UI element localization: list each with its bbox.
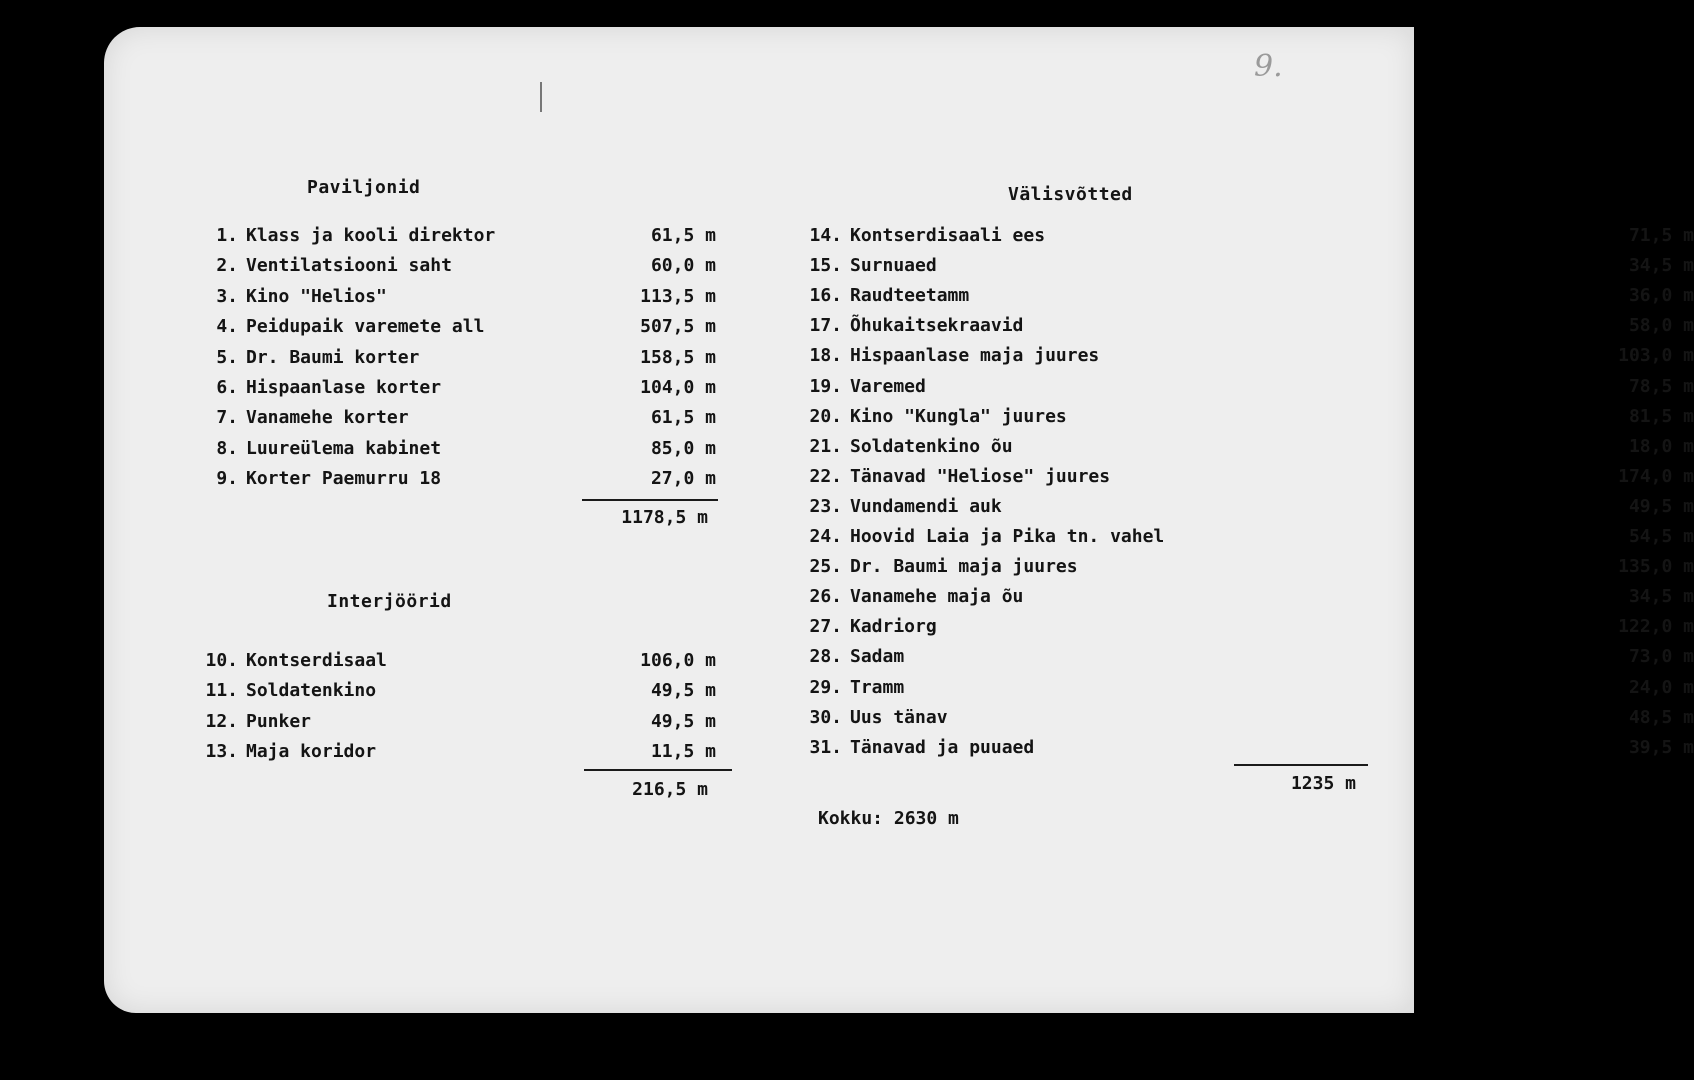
item-number: 10. (205, 650, 238, 671)
item-name: Tänavad "Heliose" juures (850, 465, 1111, 487)
item-name: Ventilatsiooni saht (246, 255, 452, 277)
heading-interjoorid: Interjöörid (327, 591, 452, 612)
paviljonid-total: 1178,5 m (621, 507, 708, 528)
item-length: 18,0 m (1628, 435, 1694, 457)
item-number: 22. (809, 465, 842, 487)
item-name: Maja koridor (246, 740, 377, 762)
item-number: 4. (216, 316, 238, 338)
item-number: 12. (205, 710, 238, 732)
item-number: 23. (809, 495, 842, 517)
item-number: 21. (809, 435, 842, 457)
film-scratch (540, 82, 542, 112)
item-length: 61,5 m (650, 225, 716, 246)
item-number: 19. (809, 375, 842, 397)
item-number: 25. (809, 556, 842, 578)
item-name: Õhukaitsekraavid (850, 315, 1024, 337)
document-sheet (104, 27, 1694, 1013)
interjoorid-total-rule (584, 769, 732, 771)
item-number: 20. (809, 405, 842, 427)
item-name: Peidupaik varemete all (246, 316, 485, 338)
item-name: Punker (246, 710, 312, 732)
item-name: Sadam (850, 646, 905, 668)
item-length: 34,5 m (1628, 586, 1694, 608)
item-name: Soldatenkino (246, 680, 377, 702)
item-length: 103,0 m (1618, 345, 1694, 367)
item-name: Tänavad ja puuaed (850, 736, 1035, 758)
item-number: 18. (809, 345, 842, 367)
item-number: 28. (809, 646, 842, 668)
item-name: Kontserdisaali ees (850, 225, 1046, 246)
item-length: 54,5 m (1628, 526, 1694, 547)
item-name: Luureülema kabinet (246, 437, 442, 459)
item-length: 106,0 m (640, 650, 716, 671)
item-name: Vundamendi auk (850, 495, 1002, 517)
item-length: 39,5 m (1628, 736, 1694, 758)
item-length: 81,5 m (1628, 405, 1694, 427)
item-name: Dr. Baumi maja juures (850, 556, 1078, 578)
item-length: 113,5 m (640, 285, 716, 307)
item-name: Kino "Kungla" juures (850, 405, 1067, 427)
item-number: 14. (809, 225, 842, 246)
item-name: Vanamehe korter (246, 407, 409, 429)
item-length: 174,0 m (1618, 465, 1694, 487)
item-name: Raudteetamm (850, 285, 970, 307)
item-length: 49,5 m (650, 680, 716, 702)
item-length: 60,0 m (650, 255, 716, 277)
item-name: Varemed (850, 375, 926, 397)
item-number: 26. (809, 586, 842, 608)
item-name: Dr. Baumi korter (246, 346, 420, 368)
item-length: 36,0 m (1628, 285, 1694, 307)
item-number: 17. (809, 315, 842, 337)
item-number: 27. (809, 616, 842, 638)
item-length: 11,5 m (650, 740, 716, 762)
item-name: Klass ja kooli direktor (246, 225, 496, 246)
item-name: Kino "Helios" (246, 285, 387, 307)
item-name: Hoovid Laia ja Pika tn. vahel (850, 526, 1165, 547)
item-length: 34,5 m (1628, 255, 1694, 277)
valisvotted-total: 1235 m (1290, 773, 1356, 794)
heading-valisvotted: Välisvõtted (1008, 184, 1133, 205)
item-length: 73,0 m (1628, 646, 1694, 668)
item-length: 71,5 m (1628, 225, 1694, 246)
item-length: 78,5 m (1628, 375, 1694, 397)
valisvotted-total-rule (1234, 764, 1368, 766)
item-number: 9. (216, 468, 238, 490)
item-number: 30. (809, 706, 842, 728)
page-number: 9. (1254, 49, 1283, 84)
item-length: 49,5 m (1628, 495, 1694, 517)
item-name: Uus tänav (850, 706, 948, 728)
item-number: 15. (809, 255, 842, 277)
item-number: 3. (216, 285, 238, 307)
item-name: Surnuaed (850, 255, 937, 277)
item-length: 49,5 m (650, 710, 716, 732)
item-length: 135,0 m (1618, 556, 1694, 578)
item-name: Korter Paemurru 18 (246, 468, 442, 490)
paviljonid-total-rule (582, 499, 718, 501)
item-length: 48,5 m (1628, 706, 1694, 728)
item-number: 6. (216, 377, 238, 398)
item-length: 27,0 m (650, 468, 716, 490)
item-length: 24,0 m (1628, 676, 1694, 698)
item-number: 8. (216, 437, 238, 459)
item-length: 85,0 m (650, 437, 716, 459)
item-number: 31. (809, 736, 842, 758)
item-number: 16. (809, 285, 842, 307)
item-name: Kadriorg (850, 616, 937, 638)
item-number: 5. (216, 346, 238, 368)
item-number: 2. (216, 255, 238, 277)
item-number: 11. (205, 680, 238, 702)
item-name: Hispaanlase korter (246, 377, 442, 398)
item-number: 29. (809, 676, 842, 698)
item-name: Vanamehe maja õu (850, 586, 1024, 608)
item-length: 122,0 m (1618, 616, 1694, 638)
item-number: 7. (216, 407, 238, 429)
item-number: 13. (205, 740, 238, 762)
interjoorid-total: 216,5 m (632, 779, 708, 800)
item-name: Soldatenkino õu (850, 435, 1013, 457)
item-length: 507,5 m (640, 316, 716, 338)
heading-paviljonid: Paviljonid (307, 177, 421, 198)
grand-total: Kokku: 2630 m (818, 808, 959, 829)
item-length: 58,0 m (1628, 315, 1694, 337)
item-name: Tramm (850, 676, 905, 698)
item-length: 61,5 m (650, 407, 716, 429)
item-length: 104,0 m (640, 377, 716, 398)
item-number: 24. (809, 526, 842, 547)
item-name: Hispaanlase maja juures (850, 345, 1100, 367)
item-number: 1. (216, 225, 238, 246)
item-name: Kontserdisaal (246, 650, 387, 671)
item-length: 158,5 m (640, 346, 716, 368)
